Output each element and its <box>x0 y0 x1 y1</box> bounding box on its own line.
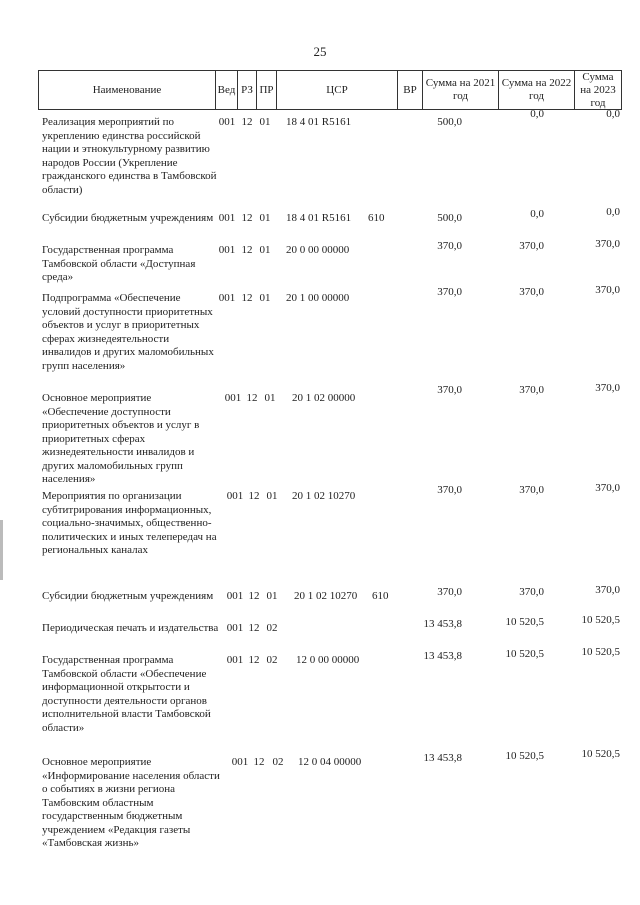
row-csr: 20 1 02 10270 <box>292 490 356 502</box>
row-ved: 001 <box>226 590 244 602</box>
row-rz: 12 <box>253 756 265 768</box>
header-name: Наименование <box>39 71 216 109</box>
row-pr: 01 <box>266 490 278 502</box>
row-csr: 20 1 02 10270 <box>294 590 358 602</box>
row-sum-2022: 370,0 <box>519 484 544 496</box>
row-ved: 001 <box>226 622 244 634</box>
row-pr: 01 <box>259 116 271 128</box>
row-ved: 001 <box>224 392 242 404</box>
row-sum-2021: 370,0 <box>437 240 462 252</box>
header-sum-2022: Сумма на 2022 год <box>499 71 575 109</box>
page-number: 25 <box>313 44 327 59</box>
row-name: Государственная программа Тамбовской области «Обеспечение информационной открытости и доступности деятельности органов исполнительной власти Тамбовской области» <box>42 654 211 734</box>
row-ved: 001 <box>218 292 236 304</box>
row-sum-2023: 10 520,5 <box>581 646 620 658</box>
row-csr: 12 0 00 00000 <box>296 654 360 666</box>
row-sum-2022: 370,0 <box>519 586 544 598</box>
row-rz: 12 <box>248 654 260 666</box>
row-ved: 001 <box>226 654 244 666</box>
row-pr: 02 <box>272 756 284 768</box>
row-sum-2021: 13 453,8 <box>423 618 462 630</box>
row-sum-2023: 0,0 <box>606 206 620 218</box>
row-sum-2021: 370,0 <box>437 384 462 396</box>
header-rz: РЗ <box>238 71 257 109</box>
row-ved: 001 <box>226 490 244 502</box>
row-rz: 12 <box>248 622 260 634</box>
table-header <box>38 70 622 110</box>
row-csr: 18 4 01 R5161 <box>286 212 352 224</box>
row-sum-2022: 0,0 <box>530 208 544 220</box>
row-sum-2021: 370,0 <box>437 586 462 598</box>
row-csr: 18 4 01 R5161 <box>286 116 352 128</box>
row-sum-2023: 370,0 <box>595 584 620 596</box>
row-sum-2022: 0,0 <box>530 108 544 120</box>
row-sum-2022: 370,0 <box>519 240 544 252</box>
row-sum-2023: 370,0 <box>595 284 620 296</box>
row-name: Подпрограмма «Обеспечение условий доступности приоритетных объектов и услуг в приоритетных сферах жизнедеятельности инвалидов и других маломобильных групп населения» <box>42 292 214 372</box>
row-vr: 610 <box>372 590 389 602</box>
row-pr: 01 <box>264 392 276 404</box>
row-sum-2022: 10 520,5 <box>505 648 544 660</box>
row-name: Основное мероприятие «Обеспечение доступности приоритетных объектов и услуг в приоритетных сферах жизнедеятельности инвалидов и других маломобильных групп населения» <box>42 392 200 485</box>
row-csr: 20 1 00 00000 <box>286 292 350 304</box>
row-name: Периодическая печать и издательства <box>42 622 219 634</box>
row-sum-2023: 370,0 <box>595 382 620 394</box>
row-sum-2021: 500,0 <box>437 116 462 128</box>
row-rz: 12 <box>246 392 258 404</box>
row-sum-2021: 370,0 <box>437 286 462 298</box>
row-name: Мероприятия по организации субтитрирования информационных, социально-значимых, общественно-политических и иных телепередач на региональных каналах <box>42 490 217 556</box>
row-ved: 001 <box>218 212 236 224</box>
row-sum-2022: 370,0 <box>519 384 544 396</box>
row-sum-2022: 370,0 <box>519 286 544 298</box>
row-rz: 12 <box>241 292 253 304</box>
row-sum-2021: 370,0 <box>437 484 462 496</box>
header-sum-2023: Сумма на 2023 год <box>580 70 616 109</box>
row-vr: 610 <box>368 212 385 224</box>
row-name: Субсидии бюджетным учреждениям <box>42 212 214 224</box>
row-pr: 01 <box>259 212 271 224</box>
row-pr: 01 <box>266 590 278 602</box>
row-rz: 12 <box>241 116 253 128</box>
header-vr: ВР <box>398 71 423 109</box>
row-ved: 001 <box>218 116 236 128</box>
row-pr: 01 <box>259 244 271 256</box>
row-csr: 12 0 04 00000 <box>298 756 362 768</box>
row-name: Реализация мероприятий по укреплению единства российской нации и этнокультурному развитию народов России (Укрепление гражданского единства в Тамбовской области) <box>42 116 217 196</box>
row-pr: 01 <box>259 292 271 304</box>
row-rz: 12 <box>241 244 253 256</box>
header-ved: Вед <box>216 71 238 109</box>
row-sum-2023: 0,0 <box>606 108 620 120</box>
row-ved: 001 <box>218 244 236 256</box>
row-sum-2021: 13 453,8 <box>423 650 462 662</box>
row-rz: 12 <box>248 490 260 502</box>
row-name: Субсидии бюджетным учреждениям <box>42 590 214 602</box>
row-sum-2021: 13 453,8 <box>423 752 462 764</box>
row-rz: 12 <box>248 590 260 602</box>
scan-margin-mark <box>0 520 3 580</box>
row-sum-2021: 500,0 <box>437 212 462 224</box>
row-sum-2023: 370,0 <box>595 238 620 250</box>
header-csr: ЦСР <box>277 71 398 109</box>
row-rz: 12 <box>241 212 253 224</box>
row-csr: 20 0 00 00000 <box>286 244 350 256</box>
row-csr: 20 1 02 00000 <box>292 392 356 404</box>
row-sum-2022: 10 520,5 <box>505 616 544 628</box>
row-sum-2022: 10 520,5 <box>505 750 544 762</box>
row-pr: 02 <box>266 654 278 666</box>
header-pr: ПР <box>257 71 277 109</box>
row-name: Государственная программа Тамбовской области «Доступная среда» <box>42 244 196 283</box>
row-sum-2023: 10 520,5 <box>581 748 620 760</box>
row-sum-2023: 10 520,5 <box>581 614 620 626</box>
header-sum-2021: Сумма на 2021 год <box>423 71 499 109</box>
row-ved: 001 <box>231 756 249 768</box>
row-sum-2023: 370,0 <box>595 482 620 494</box>
row-pr: 02 <box>266 622 278 634</box>
row-name: Основное мероприятие «Информирование населения области о событиях в жизни региона Тамбовским областным государственным бюджетным учреждением «Редакция газеты «Тамбовская жизнь» <box>42 756 220 849</box>
